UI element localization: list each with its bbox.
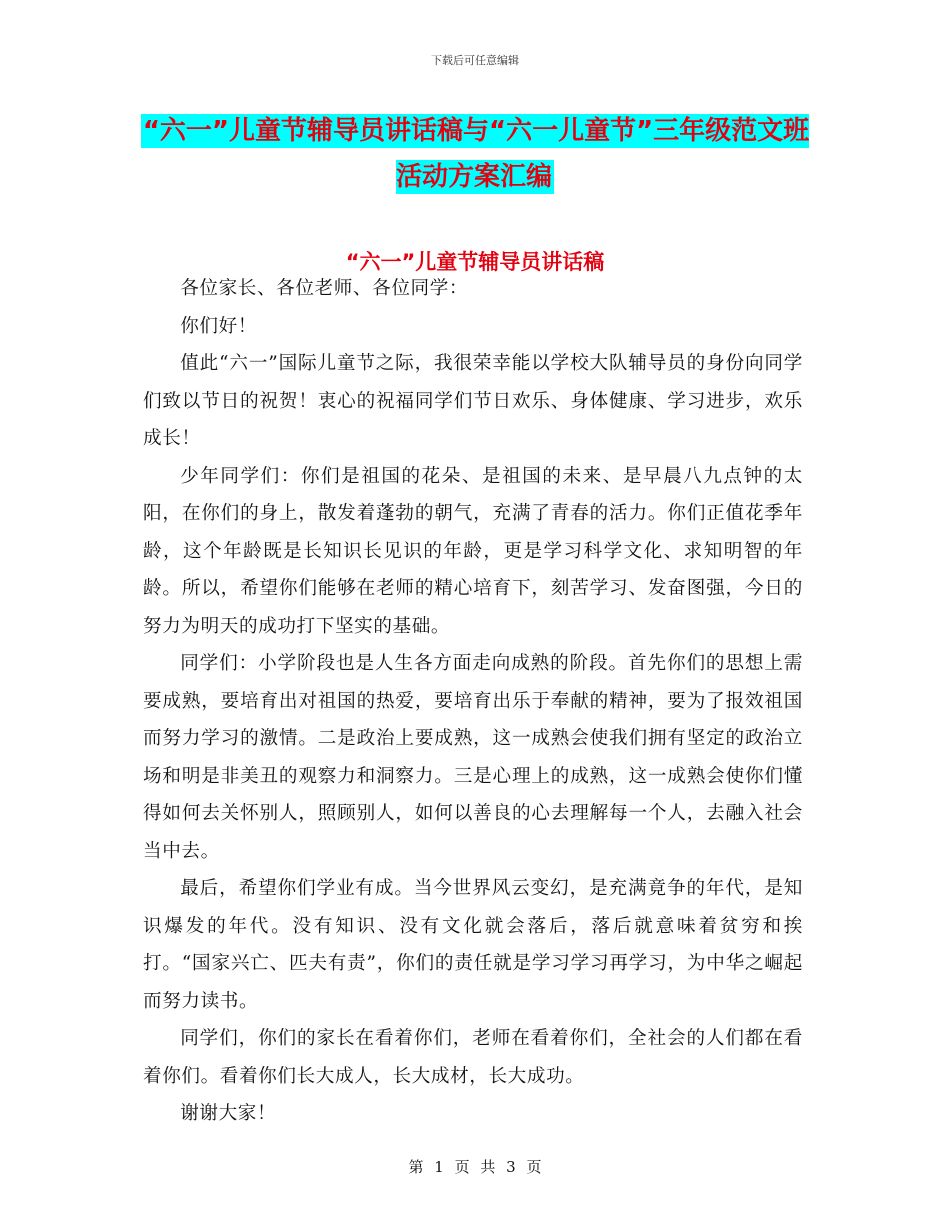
paragraph-salutation: 各位家长、各位老师、各位同学： (180, 278, 469, 299)
paragraph-greeting: 你们好！ (180, 315, 257, 337)
paragraph: 最后，希望你们学业有成。当今世界风云变幻，是充满竟争的年代，是知识爆发的年代。没有知识、没有文化就会落后，落后就意味着贫穷和挨打。“国家兴亡、匹夫有责”，你们的责任就是学习学习再学习，为中华之崛起而努力读书。 (143, 878, 803, 1012)
header-note: 下载后可任意编辑 (431, 54, 519, 67)
document-title-text: “六一”儿童节辅导员讲话稿与“六一儿童节”三年级范文班活动方案汇编 (142, 116, 810, 192)
paragraph: 同学们，你们的家长在看着你们，老师在看着你们，全社会的人们都在看着你们。看着你们长大成人，长大成材，长大成功。 (143, 1028, 803, 1087)
body-text (143, 270, 803, 1133)
document-title (140, 108, 810, 200)
page-number-footer: 第 1 页 共 3 页 (408, 1158, 542, 1176)
paragraph-closing: 谢谢大家！ (180, 1103, 277, 1124)
paragraph: 同学们：小学阶段也是人生各方面走向成熟的阶段。首先你们的思想上需要成熟，要培育出对祖国的热爱，要培育出乐于奉献的精神，要为了报效祖国而努力学习的激情。二是政治上要成熟，这一成熟会使我们拥有坚定的政治立场和明是非美丑的观察力和洞察力。三是心理上的成熟，这一成熟会使你们懂得如何去关怀别人，照顾别人，如何以善良的心去理解每一个人，去融入社会当中去。 (143, 653, 803, 862)
paragraph: 值此“六一”国际儿童节之际，我很荣幸能以学校大队辅导员的身份向同学们致以节日的祝贺！衷心的祝福同学们节日欢乐、身体健康、学习进步，欢乐成长！ (143, 353, 803, 449)
section-title: “六一”儿童节辅导员讲话稿 (345, 250, 605, 274)
paragraph: 少年同学们：你们是祖国的花朵、是祖国的未来、是早晨八九点钟的太阳，在你们的身上，散发着蓬勃的朝气，充满了青春的活力。你们正值花季年龄，这个年龄既是长知识长见识的年龄，更是学习科学文化、求知明智的年龄。所以，希望你们能够在老师的精心培育下，刻苦学习、发奋图强，今日的努力为明天的成功打下坚实的基础。 (143, 465, 803, 637)
